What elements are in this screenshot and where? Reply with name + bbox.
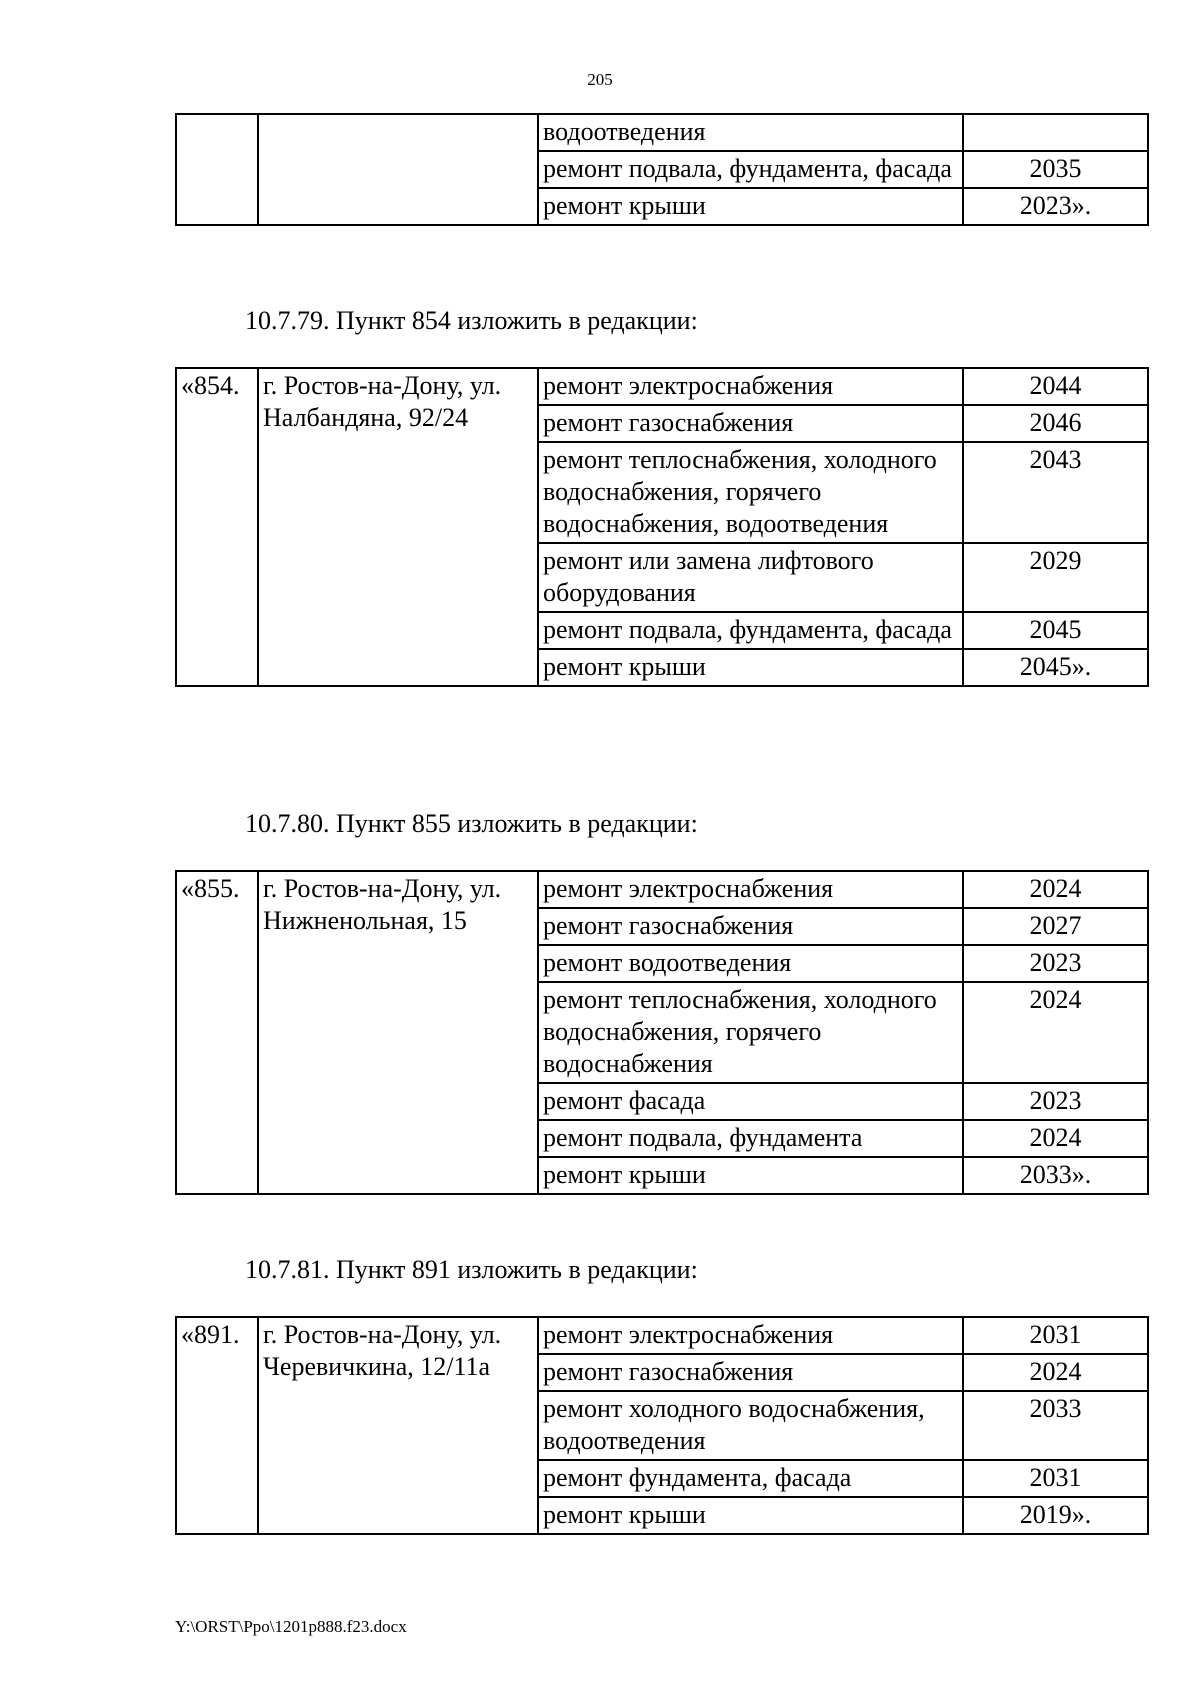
year-cell: 2045».	[963, 649, 1148, 686]
year-cell: 2024	[963, 871, 1148, 908]
item-address: г. Ростов-на-Дону, ул. Налбандяна, 92/24	[258, 368, 538, 686]
work-cell: ремонт крыши	[538, 188, 963, 225]
work-cell: ремонт водоотведения	[538, 945, 963, 982]
work-cell: ремонт теплоснабжения, холодного водоснабжения, горячего водоснабжения	[538, 982, 963, 1083]
table-row	[176, 114, 1148, 151]
year-cell: 2024	[963, 982, 1148, 1083]
work-cell: ремонт холодного водоснабжения, водоотведения	[538, 1391, 963, 1460]
year-cell: 2019».	[963, 1497, 1148, 1534]
table-row	[176, 368, 1148, 405]
year-cell: 2027	[963, 908, 1148, 945]
work-cell: ремонт электроснабжения	[538, 871, 963, 908]
work-cell: ремонт крыши	[538, 649, 963, 686]
work-cell: ремонт подвала, фундамента, фасада	[538, 612, 963, 649]
item-address: г. Ростов-на-Дону, ул. Нижненольная, 15	[258, 871, 538, 1194]
item-address: г. Ростов-на-Дону, ул. Черевичкина, 12/11а	[258, 1317, 538, 1534]
item-table-854	[175, 367, 1149, 687]
section-heading: 10.7.79. Пункт 854 изложить в редакции:	[245, 306, 698, 335]
item-number: «855.	[176, 871, 258, 1194]
work-cell: ремонт электроснабжения	[538, 1317, 963, 1354]
section-heading: 10.7.80. Пункт 855 изложить в редакции:	[245, 809, 698, 838]
year-cell: 2033	[963, 1391, 1148, 1460]
table-row	[176, 871, 1148, 908]
work-cell: ремонт газоснабжения	[538, 908, 963, 945]
table-row	[176, 1317, 1148, 1354]
item-table-855	[175, 870, 1149, 1195]
year-cell: 2031	[963, 1317, 1148, 1354]
year-cell: 2029	[963, 543, 1148, 612]
year-cell: 2033».	[963, 1157, 1148, 1194]
year-cell: 2046	[963, 405, 1148, 442]
year-cell	[963, 114, 1148, 151]
work-cell: ремонт фундамента, фасада	[538, 1460, 963, 1497]
year-cell: 2031	[963, 1460, 1148, 1497]
year-cell: 2023	[963, 945, 1148, 982]
work-cell: водоотведения	[538, 114, 963, 151]
year-cell: 2043	[963, 442, 1148, 543]
address-cell	[258, 114, 538, 225]
year-cell: 2044	[963, 368, 1148, 405]
year-cell: 2035	[963, 151, 1148, 188]
item-number: «854.	[176, 368, 258, 686]
number-cell	[176, 114, 258, 225]
file-path-footer: Y:\ORST\Ppo\1201p888.f23.docx	[175, 1617, 407, 1636]
work-cell: ремонт фасада	[538, 1083, 963, 1120]
year-cell: 2023	[963, 1083, 1148, 1120]
year-cell: 2024	[963, 1120, 1148, 1157]
year-cell: 2024	[963, 1354, 1148, 1391]
item-table-891	[175, 1316, 1149, 1535]
item-number: «891.	[176, 1317, 258, 1534]
work-cell: ремонт крыши	[538, 1497, 963, 1534]
page-number: 205	[587, 70, 613, 89]
work-cell: ремонт крыши	[538, 1157, 963, 1194]
continuation-table	[175, 113, 1149, 226]
work-cell: ремонт газоснабжения	[538, 405, 963, 442]
year-cell: 2023».	[963, 188, 1148, 225]
year-cell: 2045	[963, 612, 1148, 649]
work-cell: ремонт подвала, фундамента	[538, 1120, 963, 1157]
section-heading: 10.7.81. Пункт 891 изложить в редакции:	[245, 1255, 698, 1284]
work-cell: ремонт или замена лифтового оборудования	[538, 543, 963, 612]
work-cell: ремонт теплоснабжения, холодного водоснабжения, горячего водоснабжения, водоотведения	[538, 442, 963, 543]
work-cell: ремонт электроснабжения	[538, 368, 963, 405]
work-cell: ремонт газоснабжения	[538, 1354, 963, 1391]
work-cell: ремонт подвала, фундамента, фасада	[538, 151, 963, 188]
